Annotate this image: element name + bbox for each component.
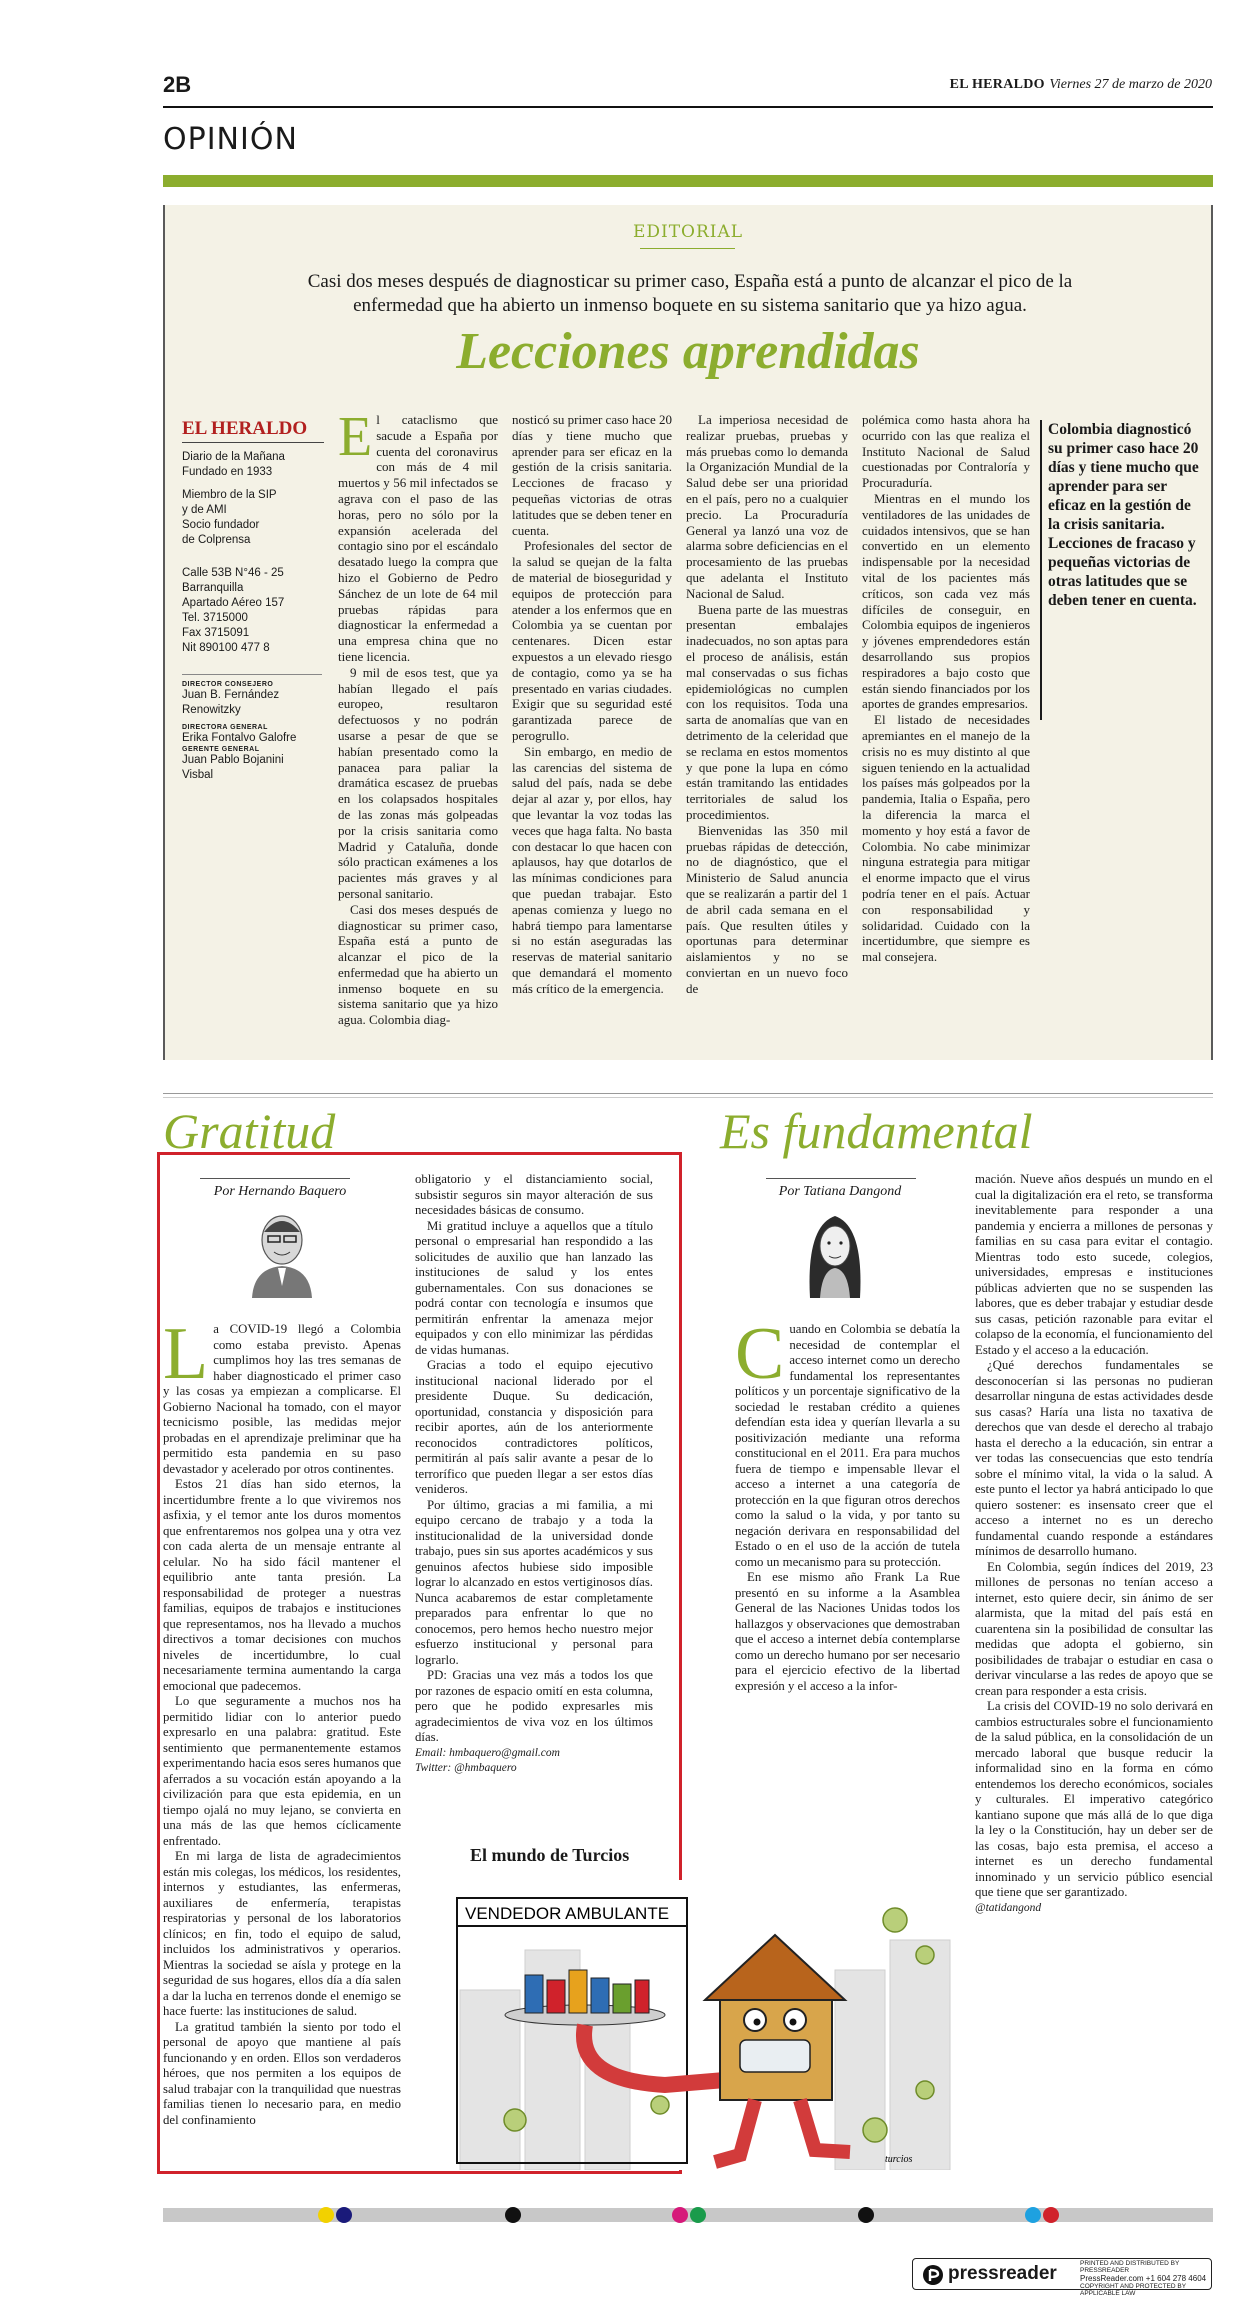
staff-line: Socio fundador: [182, 519, 260, 531]
fundamental-paragraph: En Colombia, según índices del 2019, 23 millones de personas no tenían acceso a internet, esto quiere decir, sin ánimo de ser alarmista, que la mitad del país está en cuarentena sin la posibilidad de consultar las medidas que adopta el gobierno, sin posibilidades de trabajar o estudiar en casa o derivar vincularse a las redes de apoyo que se crean para responder a esta crisis.: [975, 1559, 1213, 1698]
gratitud-paragraph: Gracias a todo el equipo ejecutivo institucional nacional liderado por el presidente Duque. Su dedicación, oportunidad, constancia y disposición para recibir aportes, aún de los anteriormente reconocidos contradictores políticos, permitirán al país salir avante a pesar de lo terrorífico que pueden llegar a ser estos días venideros.: [415, 1358, 653, 1496]
registration-dot: [1043, 2207, 1059, 2223]
author-handle: @tatidangond: [975, 1901, 1042, 1914]
staff-address: Tel. 3715000: [182, 612, 248, 624]
drop-cap: E: [338, 412, 373, 468]
staff-role: DIRECTOR CONSEJERO: [182, 681, 274, 688]
editorial-paragraph: polémica como hasta ahora ha ocurrido con las que realiza el Instituto Nacional de Salud cuestionadas por Contraloría y Procuraduría.: [862, 412, 1030, 491]
registration-dot: [318, 2207, 334, 2223]
registration-dot: [672, 2207, 688, 2223]
staff-name: Juan Pablo Bojanini: [182, 754, 284, 766]
fundamental-paragraph: uando en Colombia se debatía la necesidad de contemplar el acceso internet como un derecho fundamental los representantes políticos y un porcentaje significativo de la sociedad le restaban crédito a quienes defendían esta idea y querían llevarla a su positivización mediante una reforma constitucional en el 2011. Era para muchos fuera de tiempo e impensable llevar el acceso a internet a una categoría de protección en la que figuran otros derechos como la salud o la vida, y por tanto su negación derivara en responsabilidad del Estado o en el uso de la acción de tutela como un mecanismo para su protección.: [735, 1322, 960, 1569]
cartoon-signature: turcios: [885, 2154, 913, 2165]
cartoon-caption: VENDEDOR AMBULANTE: [465, 1904, 670, 1923]
byline-rule: [766, 1178, 916, 1179]
staff-logo: EL HERALDO: [182, 418, 308, 439]
drop-cap: C: [735, 1322, 785, 1395]
editorial-headline: Lecciones aprendidas: [456, 323, 920, 380]
editorial-paragraph: La imperiosa necesidad de realizar pruebas, pruebas y más pruebas como lo demanda la Organización Mundial de la Salud debe ser una prioridad en el país, pero no a cualquier precio. La Procuraduría General ya lanzó una voz de alarma sobre deficiencias en el procesamiento de las pruebas que adelanta el Instituto Nacional de Salud.: [686, 412, 848, 601]
gratitud-paragraph: PD: Gracias una vez más a todos los que por razones de espacio omití en esta columna, pero que he podido expresarles mis agradecimientos de viva voz en los últimos días.: [415, 1668, 653, 1744]
author-email: Email: hmbaquero@gmail.com: [415, 1746, 560, 1759]
editorial-tag-rule: [640, 248, 735, 249]
editorial-paragraph: Casi dos meses después de diagnosticar su primer caso, España está a punto de alcanzar el pico de la enfermedad que ha abierto un inmenso boquete en su sistema sanitario que ya hizo agua. Colombia diag-: [338, 901, 498, 1028]
registration-dot: [1025, 2207, 1041, 2223]
pressreader-credits: [1080, 2260, 1210, 2297]
credit-line: COPYRIGHT AND PROTECTED BY APPLICABLE LAW: [1080, 2283, 1186, 2297]
staff-line: y de AMI: [182, 504, 227, 516]
editorial-subtitle: Casi dos meses después de diagnosticar su primer caso, España está a punto de alcanzar el pico de la enfermedad que ha abierto un inmenso boquete en su sistema sanitario que ya hizo agua.: [307, 271, 1073, 316]
credit-line: PressReader.com +1 604 278 4604: [1080, 2274, 1207, 2283]
fundamental-column-1: [735, 1322, 960, 1822]
staff-line: de Colprensa: [182, 534, 251, 546]
staff-address: Fax 3715091: [182, 627, 250, 639]
section-divider: [163, 1093, 1213, 1094]
pressreader-logo: pressreader: [948, 2263, 1057, 2284]
staff-role: DIRECTORA GENERAL: [182, 724, 268, 731]
gratitud-title: Gratitud: [163, 1103, 336, 1159]
cartoon-illustration: [455, 1880, 955, 2170]
staff-role: GERENTE GENERAL: [182, 746, 260, 753]
editorial-paragraph: Bienvenidas las 350 mil pruebas rápidas de detección, no de diagnóstico, que el Ministerio de Salud anuncia que se realizarán a partir del 1 de abril cada semana en el país. Que resulten útiles y oportunas para determinar aislamientos y no se conviertan en un nuevo foco de: [686, 822, 848, 996]
staff-line: Miembro de la SIP: [182, 489, 277, 501]
editorial-pullquote: Colombia diagnosticó su primer caso hace 20 días y tiene mucho que aprender para ser eficaz en la gestión de la crisis sanitaria. Lecciones de fracaso y pequeñas victorias de otras latitudes que se deben tener en cuenta.: [1048, 421, 1199, 609]
registration-dot: [858, 2207, 874, 2223]
editorial-paragraph: Sin embargo, en medio de las carencias del sistema de salud del país, nada se debe dejar al azar y, por ellos, hay que levantar la voz todas las veces que haga falta. No basta con destacar lo que hacen con aplausos, hay que dotarlos de las mínimas condiciones para que puedan trabajar. Esto apenas comienza y luego no habrá tiempo para lamentarse si no están aseguradas las reservas de material sanitario que demandará el momento más crítico de la emergencia.: [512, 743, 672, 996]
section-title: OPINIÓN: [163, 122, 298, 157]
gratitud-paragraph: Lo que seguramente a muchos nos ha permitido lidiar con lo anterior puedo expresarlo en una palabra: gratitud. Este sentimiento que permanentemente estamos experimentando hacia esos seres humanos que aferrados a su vocación están apoyando a la civilización para que esta epidemia, en un tiempo ojalá no muy lejano, se convierta en una más de las que hemos cíclicamente enfrentado.: [163, 1694, 401, 1848]
fundamental-title: Es fundamental: [720, 1103, 1033, 1159]
registration-dot: [690, 2207, 706, 2223]
credit-line: PRINTED AND DISTRIBUTED BY PRESSREADER: [1080, 2260, 1180, 2274]
editorial-paragraph: El listado de necesidades apremiantes en el manejo de la crisis no es muy distinto al que siguen teniendo en la actualidad los países más golpeados por la pandemia, Italia o España, pero la diferencia la marca el momento y hoy está a favor de Colombia. No cabe minimizar ninguna estrategia para mitigar el enorme impacto que el virus podría tener en el país. Actuar con responsabilidad y solidaridad. Cuidado con la incertidumbre, que siempre es mal consejera.: [862, 712, 1030, 965]
staff-address: Calle 53B N°46 - 25: [182, 567, 284, 579]
fundamental-paragraph: ¿Qué derechos fundamentales se desconocerían si las personas no pudieran desarrollar ninguna de estas actividades desde sus casas? Haría una lista no taxativa de derechos que van desde el derecho al trabajo hasta el derecho a la educación, sin entrar a ver todas las consecuencias que esto tendría sobre el mínimo vital, la vida o la salud. A este punto el lector ya habrá anticipado lo que quiero sostener: es insensato creer que el acceso a internet no es un derecho fundamental cuando responde a estándares mínimos de desarrollo humano.: [975, 1358, 1213, 1558]
staff-address: Apartado Aéreo 157: [182, 597, 285, 609]
fundamental-paragraph: mación. Nueve años después un mundo en el cual la digitalización era el reto, se transforma inevitablemente para responder a una pandemia y encierra a millones de personas y familias en su casa para evitar el contagio. Mientras todo esto sucede, colegios, universidades, empresas e instituciones públicas advierten que no se suspenden las labores, que es deber trabajar y estudiar desde sus casas, petición razonable para evitar el colapso de la economía, el funcionamiento del Estado y el acceso a la educación.: [975, 1172, 1213, 1357]
author-photo-tatiana: [800, 1206, 870, 1298]
gratitud-paragraph: Estos 21 días han sido eternos, la incertidumbre frente a lo que viviremos nos asfixia, y el temor ante los duros momentos que enfrentaremos nos golpea una y otra vez con cada alerta de un mensaje entrante al celular. No ha sido fácil mantener el equilibrio ante tanta presión. La responsabilidad de proteger a nuestras familias, equipos de trabajos e instituciones que representamos, nos ha llevado a muchos directivos a tomar decisiones con muchos niveles de incertidumbre, lo cual necesariamente termina aumentando la carga emocional que padecemos.: [163, 1477, 401, 1693]
gratitud-paragraph: Por último, gracias a mi familia, a mi equipo cercano de trabajo y a toda la institucionalidad de la universidad donde trabajo, pues sin sus aportes académicos y sus genuinos afectos hubiese sido imposible lograr lo alcanzado en estos vertiginosos días. Nunca acabaremos de estar completamente preparados para enfrentar lo que no conocemos, pero hemos hecho nuestro mejor esfuerzo institucional y personal para lograrlo.: [415, 1497, 653, 1667]
registration-dot: [336, 2207, 352, 2223]
editorial-paragraph: nosticó su primer caso hace 20 días y tiene mucho que aprender para ser eficaz en la gestión de la crisis sanitaria. Lecciones de fracaso y pequeñas victorias de otras latitudes que se deben tener en cuenta.: [512, 412, 672, 538]
pressreader-icon: [922, 2264, 944, 2286]
staff-name: Visbal: [182, 769, 214, 781]
editorial-column-4: [862, 412, 1030, 1052]
editorial-paragraph: l cataclismo que sacude a España por cuenta del coronavirus con más de 4 mil muertos y 56 mil infectados se agrava con el paso de las horas, pero no sólo por la expansión acelerada del contagio sino por el escándalo desatado luego la compra que hizo el Gobierno de Pedro Sánchez de un lote de 64 mil pruebas rápidas para diagnosticar la enfermedad a una empresa china que no tiene licencia.: [338, 412, 498, 664]
staff-line: Fundado en 1933: [182, 466, 273, 478]
editorial-column-1: [338, 412, 498, 1052]
fundamental-paragraph: En ese mismo año Frank La Rue presentó en su informe a la Asamblea General de las Naciones Unidas todos los hallazgos y observaciones que demostraban que el acceso a internet debía contemplarse como un derecho humano por ser necesario para el ejercicio efectivo de la libertad expresión y el acceso a la infor-: [735, 1570, 960, 1693]
gratitud-paragraph: a COVID-19 llegó a Colombia como estaba previsto. Apenas cumplimos hoy las tres semanas de haber diagnosticado el primer caso y las cosas ya empiezan a complicarse. El Gobierno Nacional ha tomado, con el mayor tecnicismo posible, las medidas mejor probadas en el aprendizaje preliminar que ha permitido esta pandemia en su paso devastador y acelerado por otros continentes.: [163, 1322, 401, 1476]
page-number: 2B: [163, 72, 192, 97]
section-divider: [163, 1097, 1213, 1098]
staff-address: Nit 890100 477 8: [182, 642, 270, 654]
editorial-paragraph: Mientras en el mundo los ventiladores de las unidades de cuidados intensivos, que se han convertido en un elemento indispensable por la necesidad vital de los pacientes más críticos, son cada vez más difíciles de conseguir, en Colombia equipos de ingenieros y jóvenes emprendedores están desarrollando sus propios respiradores a bajo costo que están siendo financiados por los aportes de grandes empresarios.: [862, 490, 1030, 712]
staff-logo-rule: [182, 442, 324, 443]
gratitud-byline: Por Hernando Baquero: [213, 1184, 347, 1199]
author-twitter: Twitter: @hmbaquero: [415, 1762, 517, 1774]
masthead: [950, 76, 1212, 93]
header-rule: [163, 106, 1213, 108]
staff-name: Renowitzky: [182, 704, 241, 716]
fundamental-column-2: [975, 1172, 1213, 2172]
fundamental-byline: Por Tatiana Dangond: [778, 1184, 902, 1199]
gratitud-paragraph: Mi gratitud incluye a aquellos que a título personal o empresarial han respondido a las solicitudes de auxilio que han lanzado las instituciones de salud y los entes gubernamentales. Con sus donaciones se podrá contar con tecnología e insumos que permitirán enfrentar la amenaza mejor equipados y con ello minimizar las pérdidas de vidas humanas.: [415, 1218, 653, 1357]
editorial-paragraph: Buena parte de las muestras presentan embalajes inadecuados, no son aptas para el proceso de análisis, están mal conservadas o sus fichas epidemiológicas no cumplen con los requisitos. Toda una sarta de anomalías que van en detrimento de la celeridad que se reclama en estos momentos y que pone la lupa en cómo están tramitando las entidades territoriales de salud los procedimientos.: [686, 601, 848, 822]
drop-cap: L: [163, 1322, 209, 1395]
gratitud-paragraph: En mi larga de lista de agradecimientos están mis colegas, los médicos, los residentes, internos y estudiantes, las enfermeras, auxiliares de enfermería, terapistas respiratorias y personal de los laboratorios clínicos; en fin, todo el equipo de salud, incluidos los administrativos y operarios. Mientras la sociedad se aísla y protege en la seguridad de sus hogares, ellos día a día salen a dar la lucha en terrenos donde el enemigo se hace fuerte: las instituciones de salud.: [163, 1849, 401, 2018]
registration-dot: [505, 2207, 521, 2223]
fundamental-paragraph: La crisis del COVID-19 no solo derivará en cambios estructurales sobre el funcionamiento de la salud pública, en la consolidación de un mercado laboral que busque reducir la informalidad sino en la forma en cómo entendemos los derecho económicos, sociales y culturales. El imperativo categórico kantiano supone que más allá de lo que diga la ley o la Constitución, hay un deber ser de las cosas, bajo esta premisa, el acceso a internet es un derecho fundamental innominado y un servicio público esencial que tiene que ser garantizado.: [975, 1699, 1213, 1899]
staff-address: Barranquilla: [182, 582, 244, 594]
pullquote-bar: [1040, 420, 1042, 720]
paper-name: EL HERALDO: [949, 77, 1045, 92]
staff-name: Juan B. Fernández: [182, 689, 280, 701]
editorial-column-2: [512, 412, 672, 1052]
editorial-tag: EDITORIAL: [632, 222, 744, 242]
gratitud-paragraph: obligatorio y el distanciamiento social, subsistir seguros sin mayor alteración de sus necesidades básicas de consumo.: [415, 1172, 653, 1217]
gratitud-paragraph: La gratitud también la siento por todo el personal de apoyo que mantiene al país funcionando y en orden. Ellos son verdaderos héroes, que nos permiten a los equipos de salud trabajar con la tranquilidad que nuestras familias tienen lo necesario para, en medio del confinamiento: [163, 2019, 401, 2127]
staff-line: Diario de la Mañana: [182, 451, 285, 463]
cartoon-section-title: El mundo de Turcios: [470, 1845, 630, 1865]
editorial-paragraph: 9 mil de esos test, que ya habían llegado el país europeo, resultaron defectuosos y no podrán usarse a pesar de que se habían presentado como la panacea para paliar la dramática escasez de pruebas en los colapsados hospitales de las zonas más golpeadas por la crisis sanitaria como Madrid y Cataluña, donde sólo practican exámenes a los pacientes más graves y al personal sanitario.: [338, 664, 498, 901]
section-color-bar: [163, 175, 1213, 187]
editorial-column-3: [686, 412, 848, 1052]
staff-name: Erika Fontalvo Galofre: [182, 732, 297, 744]
issue-date: Viernes 27 de marzo de 2020: [1049, 77, 1212, 92]
editorial-paragraph: Profesionales del sector de la salud se quejan de la falta de material de bioseguridad y equipos de protección para atender a los enfermos que en Colombia ya se cuentan por centenares. Dicen estar expuestos a un elevado riesgo de contagio, como ya se ha presentado en varias ciudades. Exigir que su seguridad esté garantizada parece de perogrullo.: [512, 538, 672, 743]
staff-info: [182, 450, 322, 783]
